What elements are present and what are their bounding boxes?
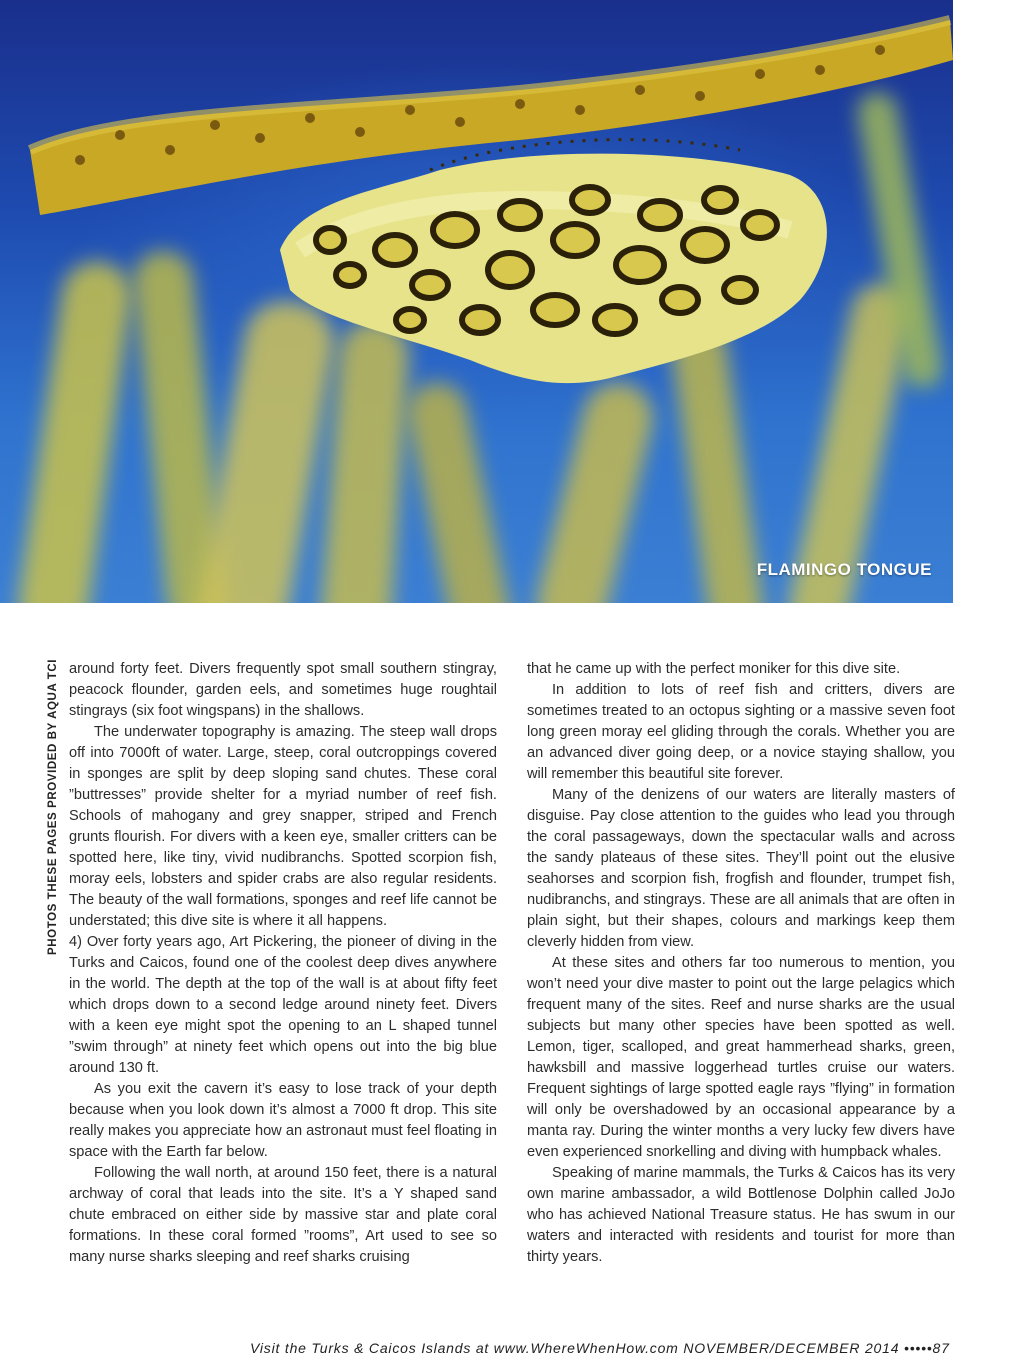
paragraph: 4) Over forty years ago, Art Pickering, the pioneer of diving in the Turks and Caicos, found one of the coolest deep dives anywhere in the world. The depth at the top of the wall is at about fifty feet which drops down to a second ledge around ninety feet. Divers with a keen eye might spot the opening to an L shaped tunnel ”swim through” at ninety feet which opens out into the big blue around 130 ft. (69, 934, 497, 1076)
paragraph: As you exit the cavern it’s easy to lose track of your depth because when you look down it’s almost a 7000 ft drop. This site really makes you appreciate how an astronaut must feel floating in space with the Earth far below. (69, 1081, 497, 1160)
photo-caption: FLAMINGO TONGUE (756, 560, 932, 579)
footer-text: Visit the Turks & Caicos Islands at www.WhereWhenHow.com NOVEMBER/DECEMBER 2014 (250, 1340, 900, 1356)
paragraph: At these sites and others far too numerous to mention, you won’t need your dive master to point out the large pelagics which frequent many of the sites. Reef and nurse sharks are the usual subjects but many other species have been spotted as well. Lemon, tiger, scalloped, and great hammerhead sharks, green, hawksbill and massive loggerhead turtles cruise our waters. Frequent sightings of large spotted eagle rays ”flying” in formation will only be overshadowed by an occasional appearance by a manta ray. During the winter months a very lucky few divers have even experienced snorkelling and diving with humpback whales. (527, 955, 955, 1160)
paragraph: Speaking of marine mammals, the Turks & Caicos has its very own marine ambassador, a wild Bottlenose Dolphin called JoJo who has achieved National Treasure status. He has swum in our waters and interacted with residents and tourist for more than thirty years. (527, 1165, 955, 1265)
article-column-right (527, 659, 955, 1268)
footer-dots: ••••• (904, 1340, 933, 1356)
paragraph: In addition to lots of reef fish and critters, divers are sometimes treated to an octopus sighting or a massive seven foot long green moray eel gliding through the corals. Whether you are an advanced diver going deep, or a novice staying shallow, you will remember this beautiful site forever. (527, 682, 955, 782)
page-footer (250, 1340, 950, 1356)
photo-credit: PHOTOS THESE PAGES PROVIDED BY AQUA TCI (47, 658, 59, 955)
paragraph: that he came up with the perfect moniker for this dive site. (527, 661, 901, 677)
flamingo-tongue-illustration (0, 0, 953, 603)
page-number: 87 (932, 1340, 950, 1356)
paragraph: Following the wall north, at around 150 feet, there is a natural archway of coral that leads into the site. It’s a Y shaped sand chute embraced on either side by massive star and plate coral formations. In these coral formed ”rooms”, Art used to see so many nurse sharks sleeping and reef sharks cruising (69, 1165, 497, 1265)
article-column-left (69, 659, 497, 1268)
paragraph: The underwater topography is amazing. The steep wall drops off into 7000ft of water. Large, steep, coral outcroppings covered in sponges are split by deep sloping sand chutes. These coral ”buttresses” provide shelter for a myriad number of reef fish. Schools of mahogany and grey snapper, striped and French grunts flourish. For divers with a keen eye, smaller critters can be spotted here, like tiny, vivid nudibranchs. Spotted scorpion fish, moray eels, lobsters and spider crabs are also regular residents. The beauty of the wall formations, sponges and reef life cannot be understated; this dive site is where it all happens. (69, 724, 497, 929)
paragraph: Many of the denizens of our waters are literally masters of disguise. Pay close attention to the guides who lead you through the coral passageways, down the spectacular walls and across the sandy plateaus of these sites. They’ll point out the elusive seahorses and scorpion fish, frogfish and flounder, trumpet fish, nudibranchs, and stingrays. These are all animals that are often in plain sight, but their shapes, colours and markings keep them cleverly hidden from view. (527, 787, 955, 950)
flamingo-tongue-photo (0, 0, 953, 603)
paragraph: around forty feet. Divers frequently spot small southern stingray, peacock flounder, garden eels, and sometimes huge roughtail stingrays (six foot wingspans) in the shallows. (69, 661, 497, 719)
